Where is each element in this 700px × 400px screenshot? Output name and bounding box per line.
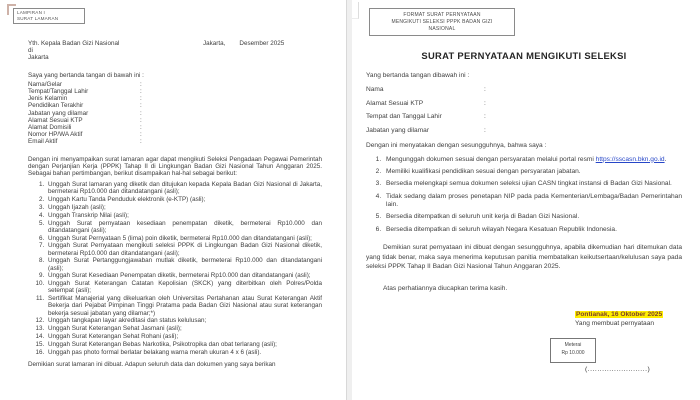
field-label: Nama <box>366 86 384 94</box>
surat-pernyataan-body <box>366 44 682 293</box>
field-colon: : <box>140 138 142 146</box>
list-item: 3. Unggah Ijazah (asli); <box>46 204 322 211</box>
statement-salutation: Yang bertanda tangan dibawah ini : <box>366 72 470 80</box>
field-label: Tempat dan Tanggal Lahir <box>366 113 442 121</box>
list-item: 7. Unggah Surat Pernyataan mengikuti seleksi PPPK di Lingkungan Badan Gizi Nasional diketik, bermeterai Rp10.000 dan ditandatangani (asli); <box>46 242 322 256</box>
field-colon: : <box>484 99 486 107</box>
list-item: 5. Bersedia ditempatkan di seluruh unit kerja di Badan Gizi Nasional. <box>383 213 682 221</box>
format-label-line3: NASIONAL <box>428 25 456 32</box>
field-label: Pendidikan Terakhir <box>28 102 84 110</box>
field-label: Tempat/Tanggal Lahir <box>28 88 89 96</box>
field-label: Jenis Kelamin <box>28 95 68 103</box>
list-item: 5. Unggah Surat pernyataan kesediaan penempatan diketik, bermeterai Rp10.000 dan ditandatangani (asli); <box>46 220 322 234</box>
meterai-amount: Rp 10.000 <box>561 349 585 356</box>
field-colon: : <box>140 80 142 88</box>
address-row <box>28 40 322 47</box>
portal-link[interactable]: https://sscasn.bkn.go.id <box>595 155 665 163</box>
form-field-row <box>28 95 322 102</box>
field-label: Nama/Gelar <box>28 80 62 88</box>
form-field-row <box>28 138 322 145</box>
signature-role: Yang membuat pernyataan <box>575 320 655 327</box>
statement-intro: Dengan ini menyatakan dengan sesungguhnya, bahwa saya : <box>366 142 547 150</box>
field-colon: : <box>484 86 486 94</box>
date-city: Jakarta, <box>203 40 226 47</box>
recipient-line3: Jakarta <box>28 54 49 62</box>
list-item: 14. Unggah Surat Keterangan Sehat Rohani (asli); <box>46 333 322 340</box>
field-label: Jabatan yang dilamar <box>366 126 430 134</box>
field-colon: : <box>140 109 142 117</box>
lampiran-label-line1: LAMPIRAN I <box>17 10 46 15</box>
recipient-line1: Yth. Kepala Badan Gizi Nasional <box>28 40 120 47</box>
list-item: 4. Tidak sedang dalam proses penetapan NIP pada pada Kementerian/Lembaga/Badan Pemerintahan lain. <box>383 193 682 209</box>
applicant-fields <box>28 81 322 146</box>
form-field-row <box>366 110 682 124</box>
list-item: 13. Unggah Surat Keterangan Sehat Jasmani (asli); <box>46 325 322 332</box>
list-item: 12. Unggah tangkapan layar akreditasi dan status kelulusan; <box>46 317 322 324</box>
form-field-row <box>28 124 322 131</box>
field-colon: : <box>140 102 142 110</box>
requirements-list <box>28 181 322 356</box>
field-colon: : <box>484 113 486 121</box>
form-field-row <box>28 131 322 138</box>
list-item: 2. Memiliki kualifikasi pendidikan sesuai dengan persyaratan jabatan. <box>383 168 682 176</box>
format-label-box <box>369 8 515 36</box>
list-item: 4. Unggah Transkrip Nilai (asli); <box>46 212 322 219</box>
thanks-line: Atas perhatiannya diucapkan terima kasih. <box>383 284 508 292</box>
closing-line: Demikian surat lamaran ini dibuat. Adapun seluruh data dan dokumen yang saya berikan <box>28 360 276 368</box>
date-month-year: Desember 2025 <box>239 40 285 47</box>
list-item: 1. Unggah Surat lamaran yang diketik dan ditujukan kepada Kepala Badan Gizi Nasional di Jakarta, bermeterai Rp10.000 dan ditandatangani (asli); <box>46 181 322 195</box>
lampiran-label-line2: SURAT LAMARAN <box>17 15 59 21</box>
field-colon: : <box>484 126 486 134</box>
intro-paragraph: Dengan ini menyampaikan surat lamaran agar dapat mengikuti Seleksi Pengadaan Pegawai Pemerintah dengan Perjanjian Kerja (PPPK) Tahap II di Lingkungan Badan Gizi Nasional Tahun Anggaran 2025. Sebagai bahan pertimbangan, berikut disampaikan hal-hal sebagai berikut: <box>28 155 322 178</box>
field-label: Nomor HP/WA Aktif <box>28 131 83 139</box>
meterai-label: Meterai <box>564 342 582 348</box>
meterai-stamp-box <box>550 338 596 363</box>
page-surat-lamaran <box>0 0 346 400</box>
form-field-row <box>366 97 682 111</box>
surat-lamaran-body <box>28 40 322 368</box>
list-item: 6. Bersedia ditempatkan di seluruh wilayah Negara Kesatuan Republik Indonesia. <box>383 226 682 234</box>
list-item: 8. Unggah Surat Pertanggungjawaban mutlak diketik, bermeterai Rp10.000 dan ditandatangani (asli); <box>46 257 322 271</box>
form-field-row <box>28 110 322 117</box>
highlighted-date: Pontianak, 16 Oktober 2025 <box>576 311 663 318</box>
field-colon: : <box>140 124 142 132</box>
form-field-row <box>28 81 322 88</box>
scan-edge-artifact <box>352 2 359 19</box>
form-field-row <box>366 83 682 97</box>
signature-name-line: (.........................) <box>585 366 651 373</box>
field-label: Alamat Domisili <box>28 124 72 132</box>
list-item: 15. Unggah Surat Keterangan Bebas Narkotika, Psikotropika dan obat terlarang (asli); <box>46 341 322 348</box>
list-item: 6. Unggah Surat Pernyataan 5 (lima) poin diketik, bermeterai Rp10.000 dan ditandatangani (asli); <box>46 235 322 242</box>
field-label: Email Aktif <box>28 138 58 146</box>
field-label: Jabatan yang dilamar <box>28 109 89 117</box>
list-item: 16. Unggah pas photo formal berlatar belakang warna merah ukuran 4 x 6 (asli). <box>46 349 322 356</box>
page-surat-pernyataan <box>352 0 700 400</box>
format-label-line2: MENGIKUTI SELEKSI PPPK BADAN GIZI <box>391 18 493 25</box>
list-item: 10. Unggah Surat Keterangan Catatan Kepolisian (SKCK) yang diterbitkan oleh Polres/Polda setempat (asli); <box>46 280 322 294</box>
signature-place-date <box>575 310 663 319</box>
field-colon: : <box>140 131 142 139</box>
declarant-fields <box>366 83 682 137</box>
list-item: 1. Mengunggah dokumen sesuai dengan persyaratan melalui portal resmi https://sscasn.bkn.go.id. <box>383 156 682 164</box>
list-item: 11. Sertifikat Manajerial yang dikeluarkan oleh Universitas Pertahanan atau Surat Keterangan Aktif Bekerja dari Pejabat Pimpinan Tinggi Pratama pada Badan Gizi Nasional atau surat keterangan bekerja sesuai jabatan yang dilamar;*) <box>46 295 322 317</box>
date-line <box>203 40 284 47</box>
lampiran-label-box <box>13 8 85 24</box>
salutation: Saya yang bertanda tangan di bawah ini : <box>28 71 144 79</box>
list-item: 2. Unggah Kartu Tanda Penduduk elektronik (e-KTP) (asli); <box>46 196 322 203</box>
list-item: 9. Unggah Surat Kesediaan Penempatan diketik, bermeterai Rp10.000 dan ditandatangani (asli); <box>46 272 322 279</box>
form-field-row <box>28 102 322 109</box>
recipient-line2: di <box>28 47 33 55</box>
field-colon: : <box>140 95 142 103</box>
document-title: SURAT PERNYATAAN MENGIKUTI SELEKSI <box>421 50 627 61</box>
statement-list <box>366 156 682 234</box>
signature-block <box>575 310 663 328</box>
form-field-row <box>366 124 682 138</box>
form-field-row <box>28 88 322 95</box>
field-label: Alamat Sesuai KTP <box>28 116 83 124</box>
format-label-line1: FORMAT SURAT PERNYATAAN <box>403 12 481 18</box>
field-colon: : <box>140 88 142 96</box>
form-field-row <box>28 117 322 124</box>
field-label: Alamat Sesuai KTP <box>366 99 424 107</box>
field-colon: : <box>140 116 142 124</box>
list-item: 3. Bersedia melengkapi semua dokumen seleksi ujian CASN tingkat instansi di Badan Gizi Nasional. <box>383 180 682 188</box>
statement-closing: Demikian surat pernyataan ini dibuat dengan sesungguhnya, apabila dikemudian hari ditemukan data yang tidak benar, maka saya menerima keputusan panitia membatalkan keikutsertaan/kelulusan saya pada seleksi PPPK Tahap II Badan Gizi Nasional Tahun Anggaran 2025. <box>366 243 682 271</box>
